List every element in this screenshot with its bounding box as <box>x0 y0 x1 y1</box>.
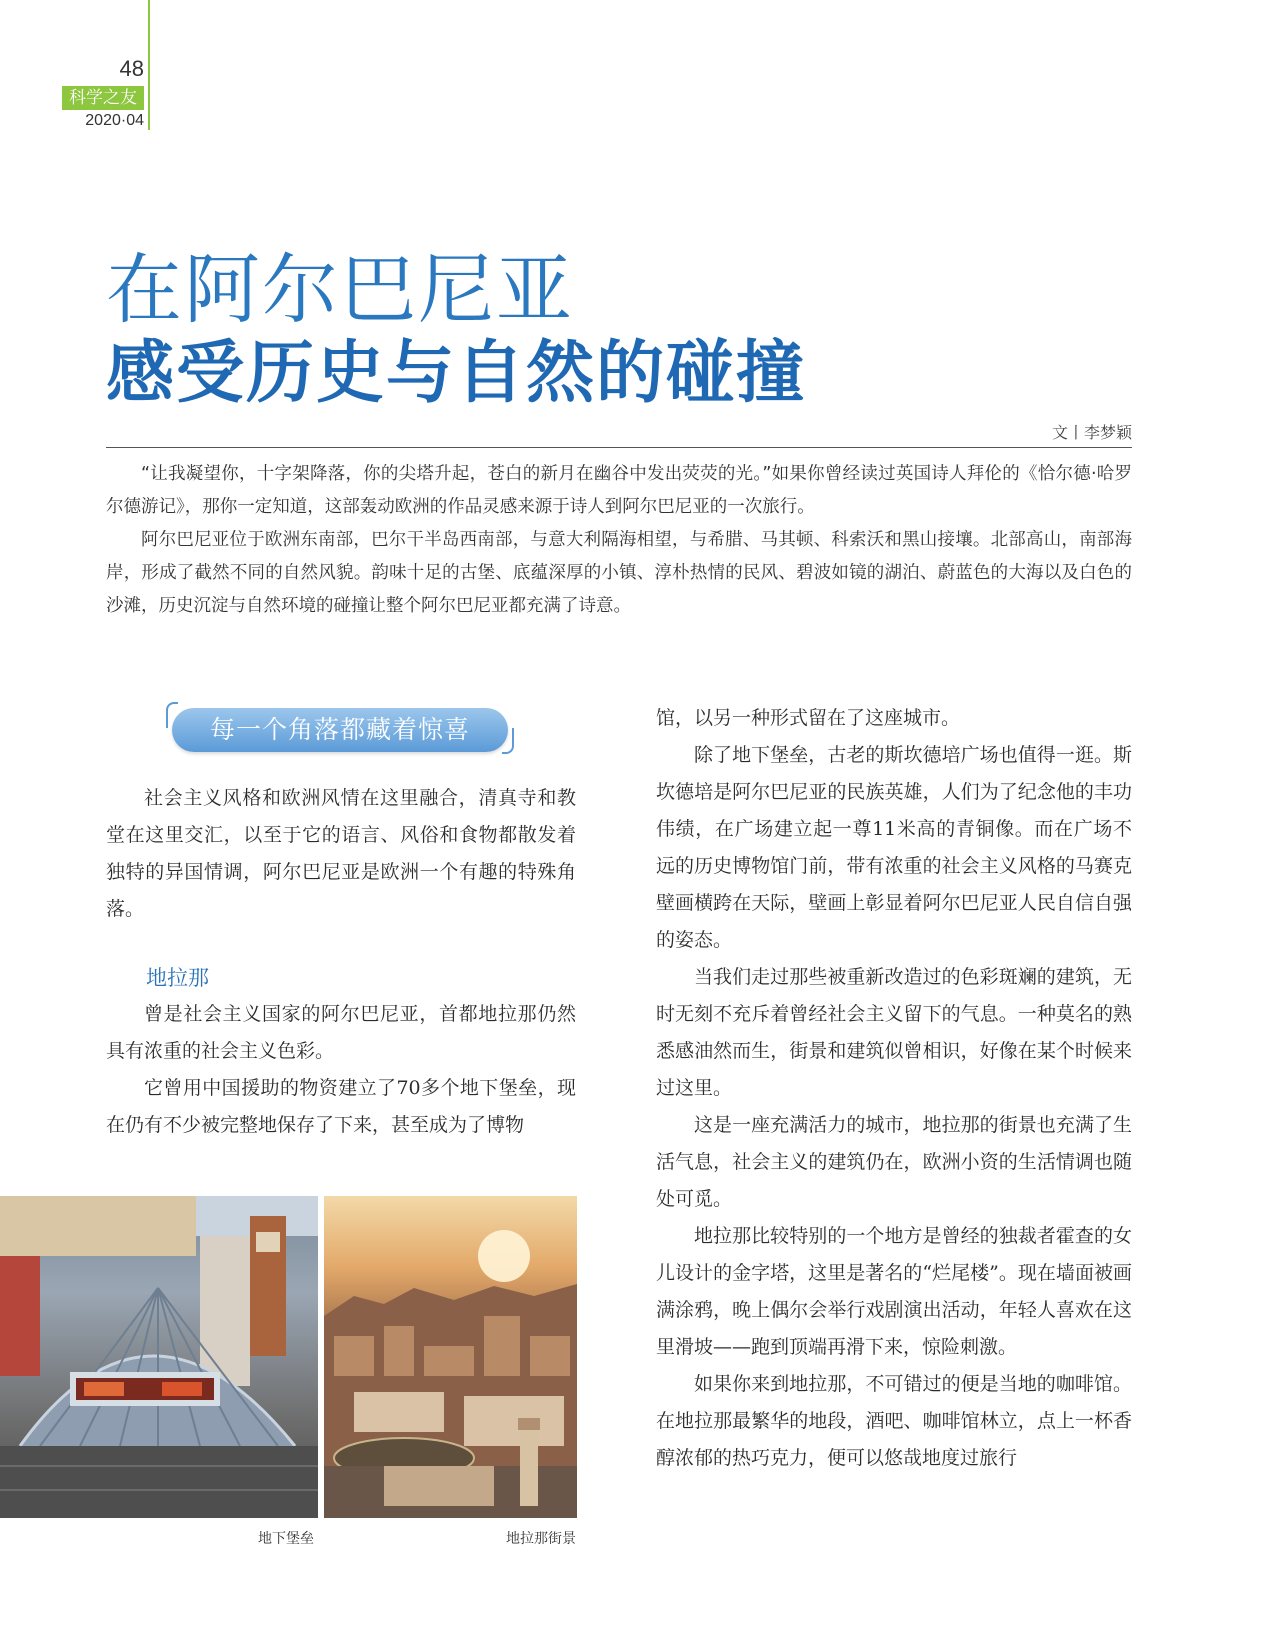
article-title-line2: 感受历史与自然的碰撞 <box>106 334 807 413</box>
intro-paragraph: “让我凝望你，十字架降落，你的尖塔升起，苍白的新月在幽谷中发出荧荧的光。”如果你曾经读过英国诗人拜伦的《恰尔德·哈罗尔德游记》，那你一定知道，这部轰动欧洲的作品灵感来源于诗人到阿尔巴尼亚的一次旅行。 <box>106 464 1132 517</box>
photo-caption-bunker: 地下堡垒 <box>258 1531 314 1547</box>
body-paragraph: 社会主义风格和欧洲风情在这里融合，清真寺和教堂在这里交汇，以至于它的语言、风俗和食物都散发着独特的异国情调，阿尔巴尼亚是欧洲一个有趣的特殊角落。 <box>106 787 576 920</box>
intro-paragraph: 阿尔巴尼亚位于欧洲东南部，巴尔干半岛西南部，与意大利隔海相望，与希腊、马其顿、科索沃和黑山接壤。北部高山，南部海岸，形成了截然不同的自然风貌。韵味十足的古堡、底蕴深厚的小镇、淳朴热情的民风、碧波如镜的湖泊、蔚蓝色的大海以及白色的沙滩，历史沉淀与自然环境的碰撞让整个阿尔巴尼亚都充满了诗意。 <box>106 530 1132 616</box>
body-paragraph: 除了地下堡垒，古老的斯坎德培广场也值得一逛。斯坎德培是阿尔巴尼亚的民族英雄，人们为了纪念他的丰功伟绩，在广场建立起一尊11米高的青铜像。而在广场不远的历史博物馆门前，带有浓重的社会主义风格的马赛克壁画横跨在天际，壁画上彰显着阿尔巴尼亚人民自信自强的姿态。 <box>656 744 1132 951</box>
page-number: 48 <box>119 56 144 81</box>
magazine-name: 科学之友 <box>62 86 144 110</box>
body-paragraph: 当我们走过那些被重新改造过的色彩斑斓的建筑，无时无刻不充斥着曾经社会主义留下的气息。一种莫名的熟悉感油然而生，街景和建筑似曾相识，好像在某个时候来过这里。 <box>656 966 1132 1099</box>
photo-caption-street: 地拉那街景 <box>506 1531 576 1547</box>
bunker-photo <box>0 1196 318 1518</box>
banner-right-bracket <box>502 728 514 754</box>
author-byline: 文丨李梦颖 <box>1051 423 1132 442</box>
article-intro <box>106 458 1132 623</box>
body-paragraph: 它曾用中国援助的物资建立了70多个地下堡垒，现在仍有不少被完整地保存了下来，甚至成为了博物 <box>106 1077 576 1136</box>
header-divider-line <box>148 0 150 130</box>
body-paragraph: 这是一座充满活力的城市，地拉那的街景也充满了生活气息，社会主义的建筑仍在，欧洲小资的生活情调也随处可觅。 <box>656 1114 1132 1210</box>
body-paragraph: 如果你来到地拉那，不可错过的便是当地的咖啡馆。在地拉那最繁华的地段，酒吧、咖啡馆林立，点上一杯香醇浓郁的热巧克力，便可以悠哉地度过旅行 <box>656 1373 1132 1469</box>
tirana-street-photo <box>324 1196 577 1518</box>
body-paragraph: 曾是社会主义国家的阿尔巴尼亚，首都地拉那仍然具有浓重的社会主义色彩。 <box>106 1003 576 1062</box>
subheading-tirana: 地拉那 <box>146 966 209 990</box>
right-column <box>656 700 1132 1477</box>
issue-number: 2020·04 <box>85 112 144 129</box>
section-title: 每一个角落都藏着惊喜 <box>209 715 470 744</box>
body-paragraph-continued: 馆，以另一种形式留在了这座城市。 <box>656 707 961 729</box>
title-rule <box>106 447 1132 448</box>
body-paragraph: 地拉那比较特别的一个地方是曾经的独裁者霍查的女儿设计的金字塔，这里是著名的“烂尾楼”。现在墙面被画满涂鸦，晚上偶尔会举行戏剧演出活动，年轻人喜欢在这里滑坡——跑到顶端再滑下来，惊险刺激。 <box>656 1225 1132 1358</box>
section-banner <box>172 708 508 752</box>
left-column <box>106 780 576 1144</box>
article-title-line1: 在阿尔巴尼亚 <box>106 245 574 334</box>
